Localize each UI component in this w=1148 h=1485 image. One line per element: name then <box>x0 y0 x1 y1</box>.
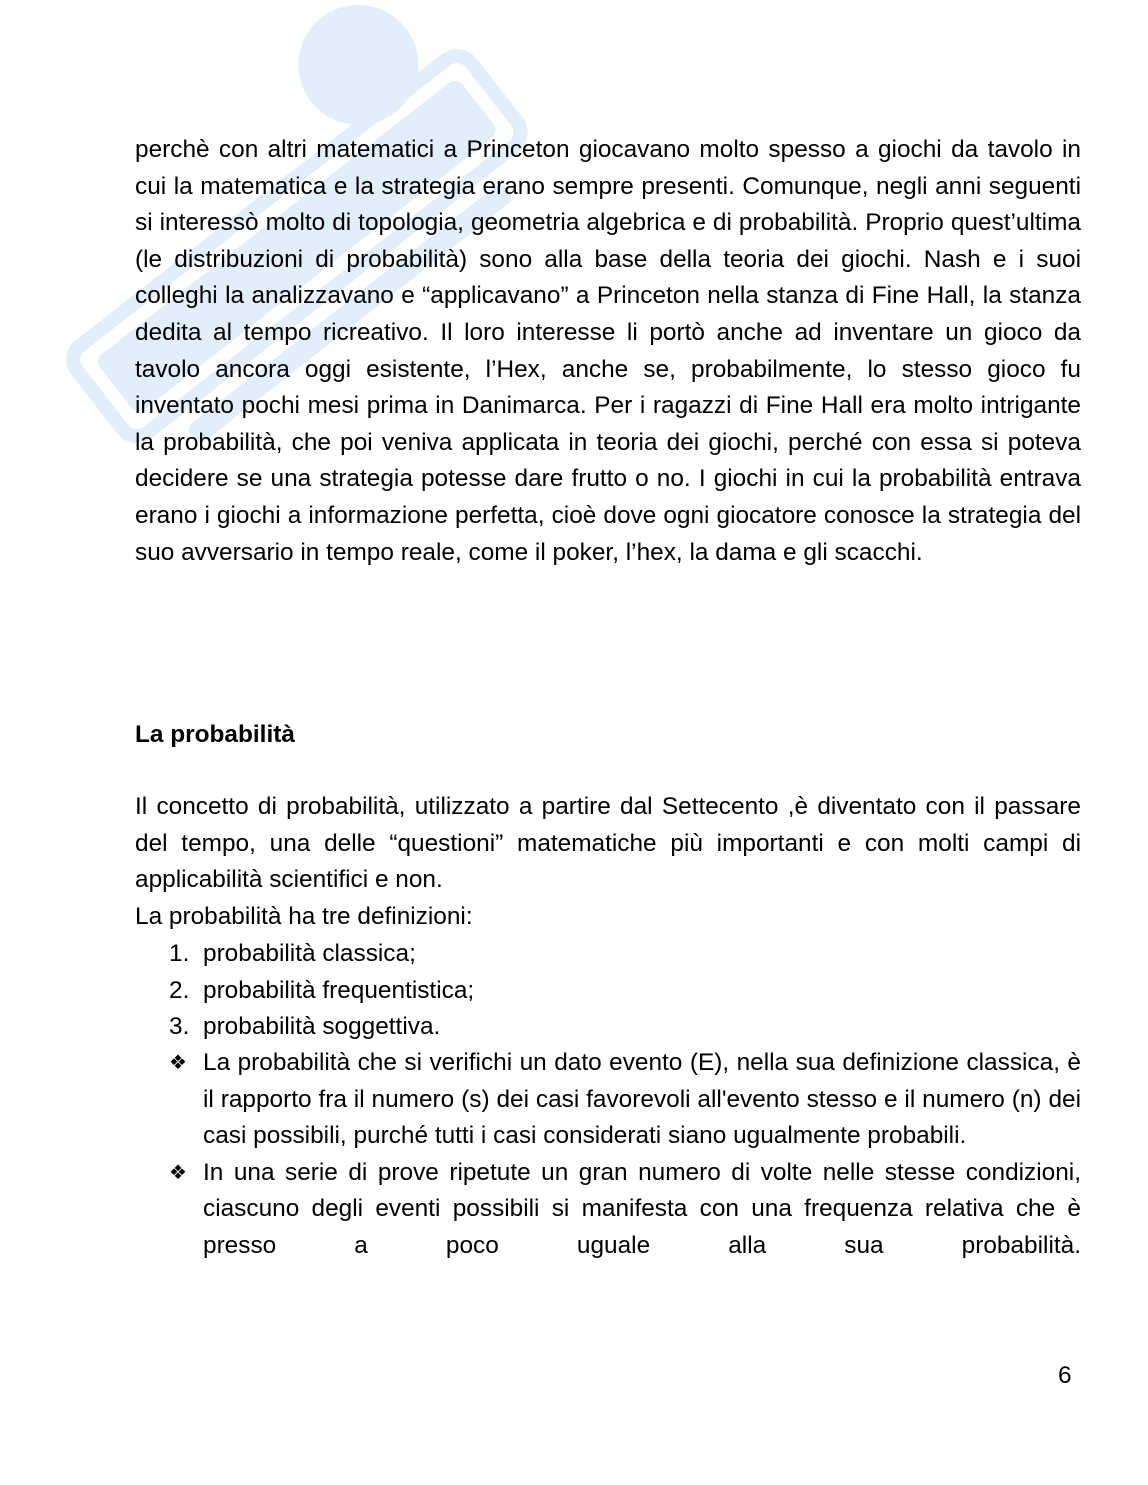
list-item <box>135 1155 1081 1265</box>
list-item-text: probabilità frequentistica; <box>203 976 475 1004</box>
list-number: 3. <box>169 1013 190 1041</box>
list-item-text: La probabilità che si verifichi un dato evento (E), nella sua definizione classica, è il rapporto fra il numero (s) dei casi favorevoli all'evento stesso e il numero (n) dei casi possibili, purché tutti i casi considerati siano ugualmente probabili. <box>203 1049 1081 1150</box>
list-item <box>135 936 1081 973</box>
numbered-list <box>135 936 1081 1046</box>
list-number: 1. <box>169 940 190 967</box>
body-paragraph-2: Il concetto di probabilità, utilizzato a partire dal Settecento ,è diventato con il passare del tempo, una delle “questioni” matematiche più importanti e con molti campi di applicabilità scientifici e non. <box>135 793 1081 894</box>
list-item <box>135 973 1081 1010</box>
list-item <box>135 1045 1081 1155</box>
list-item <box>135 1009 1081 1046</box>
diamond-bullet-icon: ❖ <box>169 1052 187 1074</box>
page-number: 6 <box>1058 1362 1072 1389</box>
list-item-text: In una serie di prove ripetute un gran numero di volte nelle stesse condizioni, ciascuno degli eventi possibili si manifesta con una frequenza relativa che è presso a poco uguale alla sua probabilità. <box>203 1158 1081 1259</box>
bullet-list <box>135 1045 1081 1265</box>
definitions-intro: La probabilità ha tre definizioni: <box>135 903 473 930</box>
list-number: 2. <box>169 976 190 1004</box>
list-item-text: probabilità soggettiva. <box>203 1013 441 1041</box>
document-page <box>135 132 1081 1259</box>
diamond-bullet-icon: ❖ <box>169 1161 187 1184</box>
body-paragraph-1: perchè con altri matematici a Princeton giocavano molto spesso a giochi da tavolo in cui la matematica e la strategia erano sempre presenti. Comunque, negli anni seguenti si interessò molto di topologia, geometria algebrica e di probabilità. Proprio quest’ultima (le distribuzioni di probabilità) sono alla base della teoria dei giochi. Nash e i suoi colleghi la analizzavano e “applicavano” a Princeton nella stanza di Fine Hall, la stanza dedita al tempo ricreativo. Il loro interesse li portò anche ad inventare un gioco da tavolo ancora oggi esistente, l’Hex, anche se, probabilmente, lo stesso gioco fu inventato pochi mesi prima in Danimarca. Per i ragazzi di Fine Hall era molto intrigante la probabilità, che poi veniva applicata in teoria dei giochi, perché con essa si poteva decidere se una strategia potesse dare frutto o no. I giochi in cui la probabilità entrava erano i giochi a informazione perfetta, cioè dove ogni giocatore conosce la strategia del suo avversario in tempo reale, come il poker, l’hex, la dama e gli scacchi. <box>135 136 1081 566</box>
section-heading: La probabilità <box>135 721 295 748</box>
list-item-text: probabilità classica; <box>203 940 416 967</box>
